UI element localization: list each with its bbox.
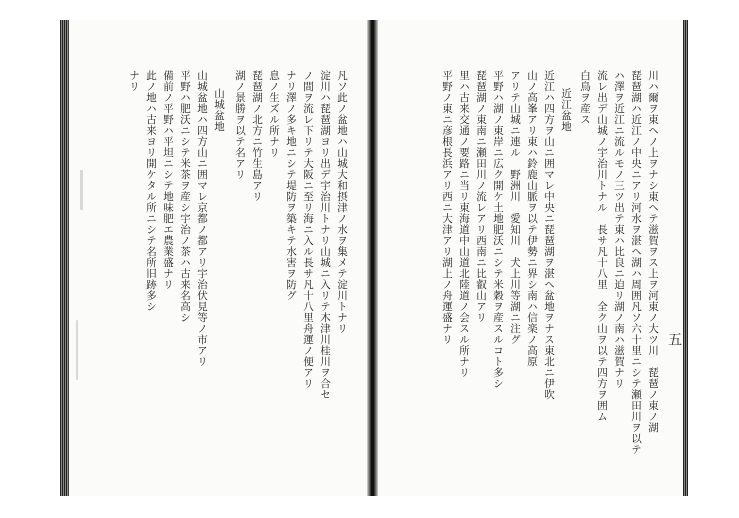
right-column: 琵琶湖ノ東南ニ瀬田川ノ流レアリ西南ニ比叡山アリ [475,70,487,323]
open-book [60,20,688,496]
book-gutter [367,20,378,496]
right-column: 流レ出デ山城ノ宇治川トナル 長サ凡十八里 全ク山ヲ以テ四方ヲ囲ム [596,70,608,422]
right-column: 山ノ高峯アリ東ハ鈴鹿山脈ヲ以テ伊勢ニ界シ南ハ信楽ノ高原 [526,70,538,367]
left-column: 備前ノ平野ハ平坦ニシテ地味肥エ農業盛ナリ [162,70,174,290]
right-section-heading: 近江盆地 [560,88,572,132]
right-column: 里ハ古来交通ノ要路ニ当リ東海道中山道北陸道ノ会スル所ナリ [458,70,470,378]
right-column: ハ澤ヲ近江ニ流ルモノ三ツ出テ東ハ比良ニ迫リ湖ノ南ハ滋賀ナリ [613,70,625,389]
left-page [68,20,371,496]
right-column: 近江ハ四方ヲ山ニ囲マレ中央ニ琵琶湖ヲ湛ヘ盆地ヲナス東北ニ伊吹 [543,70,555,400]
right-column: 平野ノ東ニ彦根長浜アリ西ニ大津アリ湖上ノ舟運盛ナリ [441,70,453,345]
left-column: 凡ソ此ノ盆地ハ山城大和摂津ノ水ヲ集メテ淀川トナリ [336,70,348,334]
left-section-heading: 山城盆地 [213,88,225,132]
scan-speck [76,320,78,380]
right-page [378,20,684,496]
left-column: 此ノ地ハ古来ヨリ開ケタル所ニシテ名所旧跡多シ [145,70,157,312]
page-number: 五 [666,332,682,346]
scan-speck [80,170,83,210]
left-column: 平野ハ肥沃ニシテ米茶ヲ産シ宇治ノ茶ハ古来名高シ [179,70,191,323]
right-column: 平野ハ湖ノ東岸ニ広ク開ケ土地肥沃ニシテ米穀ヲ産スルコト多シ [492,70,504,389]
left-column: ナリ [128,70,140,92]
right-column: 白鳥ヲ産ス [579,70,591,125]
left-column: 琵琶湖ノ北方ニ竹生島アリ [251,70,263,202]
left-column: 淀川ハ琵琶湖ヨリ出デ宇治川トナリ山城ニ入リテ木津川桂川ヲ合セ [319,70,331,400]
right-column: アリテ山城ニ連ル 野洲川 愛知川 犬上川等湖ニ注グ [509,70,521,345]
left-column: 湖ノ景勝ヲ以テ名アリ [234,70,246,180]
left-column: ノ間ヲ流レ下リテ大阪ニ至リ海ニ入ル長サ凡十八里舟運ノ便アリ [302,70,314,389]
left-column: 息ノ生ズル所ナリ [268,70,280,158]
left-column: ナリ澤ノ多キ地ニシテ堤防ヲ築キテ水害ヲ防グ [285,70,297,301]
right-column: 川ハ爾ヲ東ヘノ上ヲナシ東ヘテ滋賀ヲス上ヲ河東ノ大ツ川 琵琶ノ東ノ湖 [647,70,659,433]
right-column: 琵琶湖ハ近江ノ中央ニアリ河水ヲ湛ヘ湖ハ周囲凡ソ六十里ニシテ瀬田川ヲ以テ [630,70,642,455]
left-column: 山城盆地ハ四方山ニ囲マレ京都ノ都アリ宇治伏見等ノ市アリ [196,70,208,367]
right-page-edge [683,20,688,496]
left-page-edge [60,20,68,496]
